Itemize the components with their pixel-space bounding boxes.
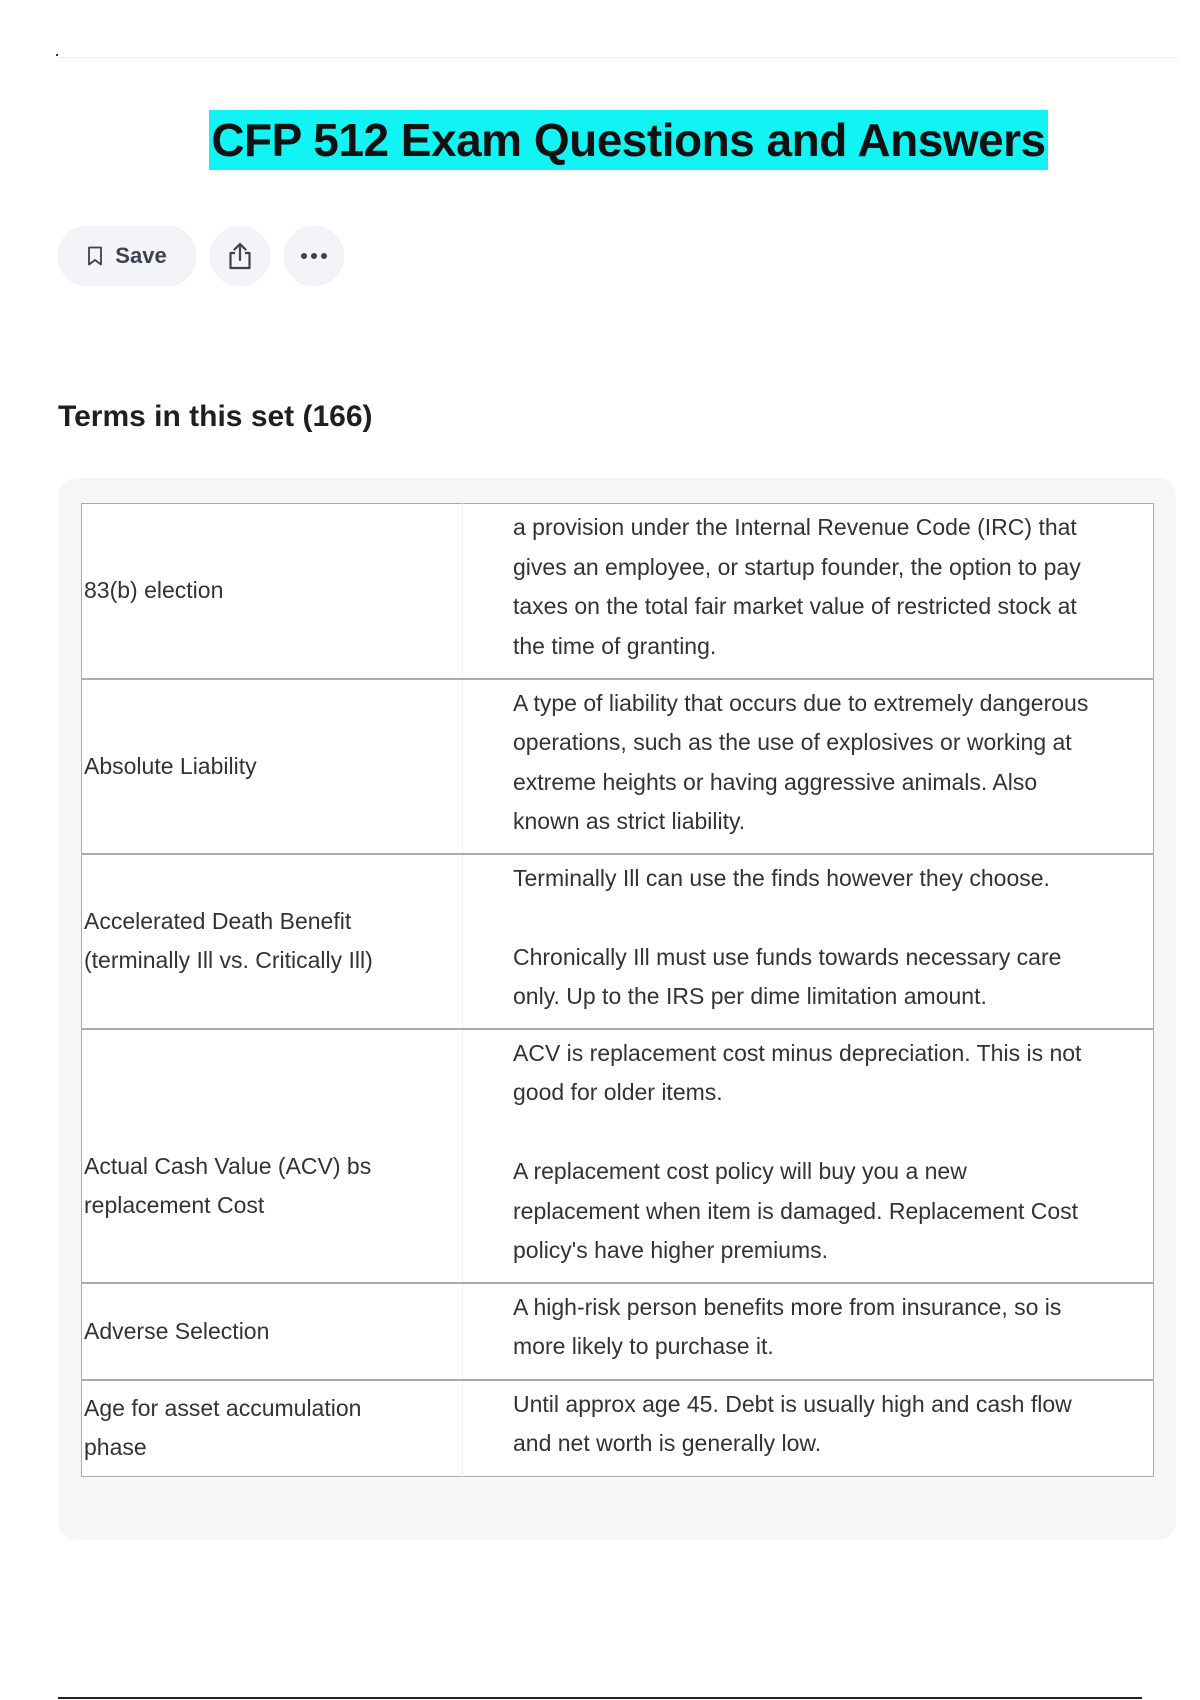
table-row [82, 504, 1154, 679]
definition-cell: Until approx age 45. Debt is usually high and cash flow and net worth is generally low. [513, 1390, 1072, 1456]
page-dot [56, 54, 58, 56]
term-cell: Adverse Selection [82, 1283, 463, 1380]
definition-cell: a provision under the Internal Revenue Code (IRC) that gives an employee, or startup founder, the option to pay taxes on the total fair market value of restricted stock at the time of granting. [513, 514, 1081, 659]
share-button[interactable] [210, 226, 270, 286]
action-bar [58, 226, 344, 286]
title-container [0, 110, 1200, 170]
share-icon [226, 241, 254, 271]
terms-heading: Terms in this set (166) [58, 400, 373, 433]
term-cell: Age for asset accumulation phase [82, 1380, 463, 1477]
save-button[interactable] [58, 226, 196, 286]
table-row [82, 1283, 1154, 1380]
term-cell: Absolute Liability [82, 679, 463, 854]
definition-cell: A type of liability that occurs due to extremely dangerous operations, such as the use of explosives or working at extreme heights or having aggressive animals. Also known as strict liability. [513, 689, 1089, 834]
table-row [82, 679, 1154, 854]
page-title: CFP 512 Exam Questions and Answers [209, 110, 1047, 170]
term-cell: Accelerated Death Benefit (terminally Ill vs. Critically Ill) [82, 854, 463, 1029]
bottom-divider [58, 1697, 1142, 1699]
top-divider [58, 57, 1178, 58]
save-label: Save [115, 243, 167, 268]
table-row [82, 1029, 1154, 1283]
definition-cell: Terminally Ill can use the finds however they choose. Chronically Ill must use funds towards necessary care only. Up to the IRS per dime limitation amount. [513, 864, 1062, 1009]
term-cell: 83(b) election [82, 504, 463, 679]
term-cell: Actual Cash Value (ACV) bs replacement Cost [82, 1029, 463, 1283]
table-row [82, 1380, 1154, 1477]
more-options-button[interactable] [284, 226, 344, 286]
table-row [82, 854, 1154, 1029]
terms-table [81, 503, 1154, 1477]
definition-cell: ACV is replacement cost minus depreciation. This is not good for older items. A replacement cost policy will buy you a new replacement when item is damaged. Replacement Cost policy's have higher premiums. [513, 1039, 1082, 1263]
bookmark-icon [87, 246, 103, 266]
definition-cell: A high-risk person benefits more from insurance, so is more likely to purchase it. [513, 1293, 1062, 1359]
more-icon [299, 252, 329, 260]
